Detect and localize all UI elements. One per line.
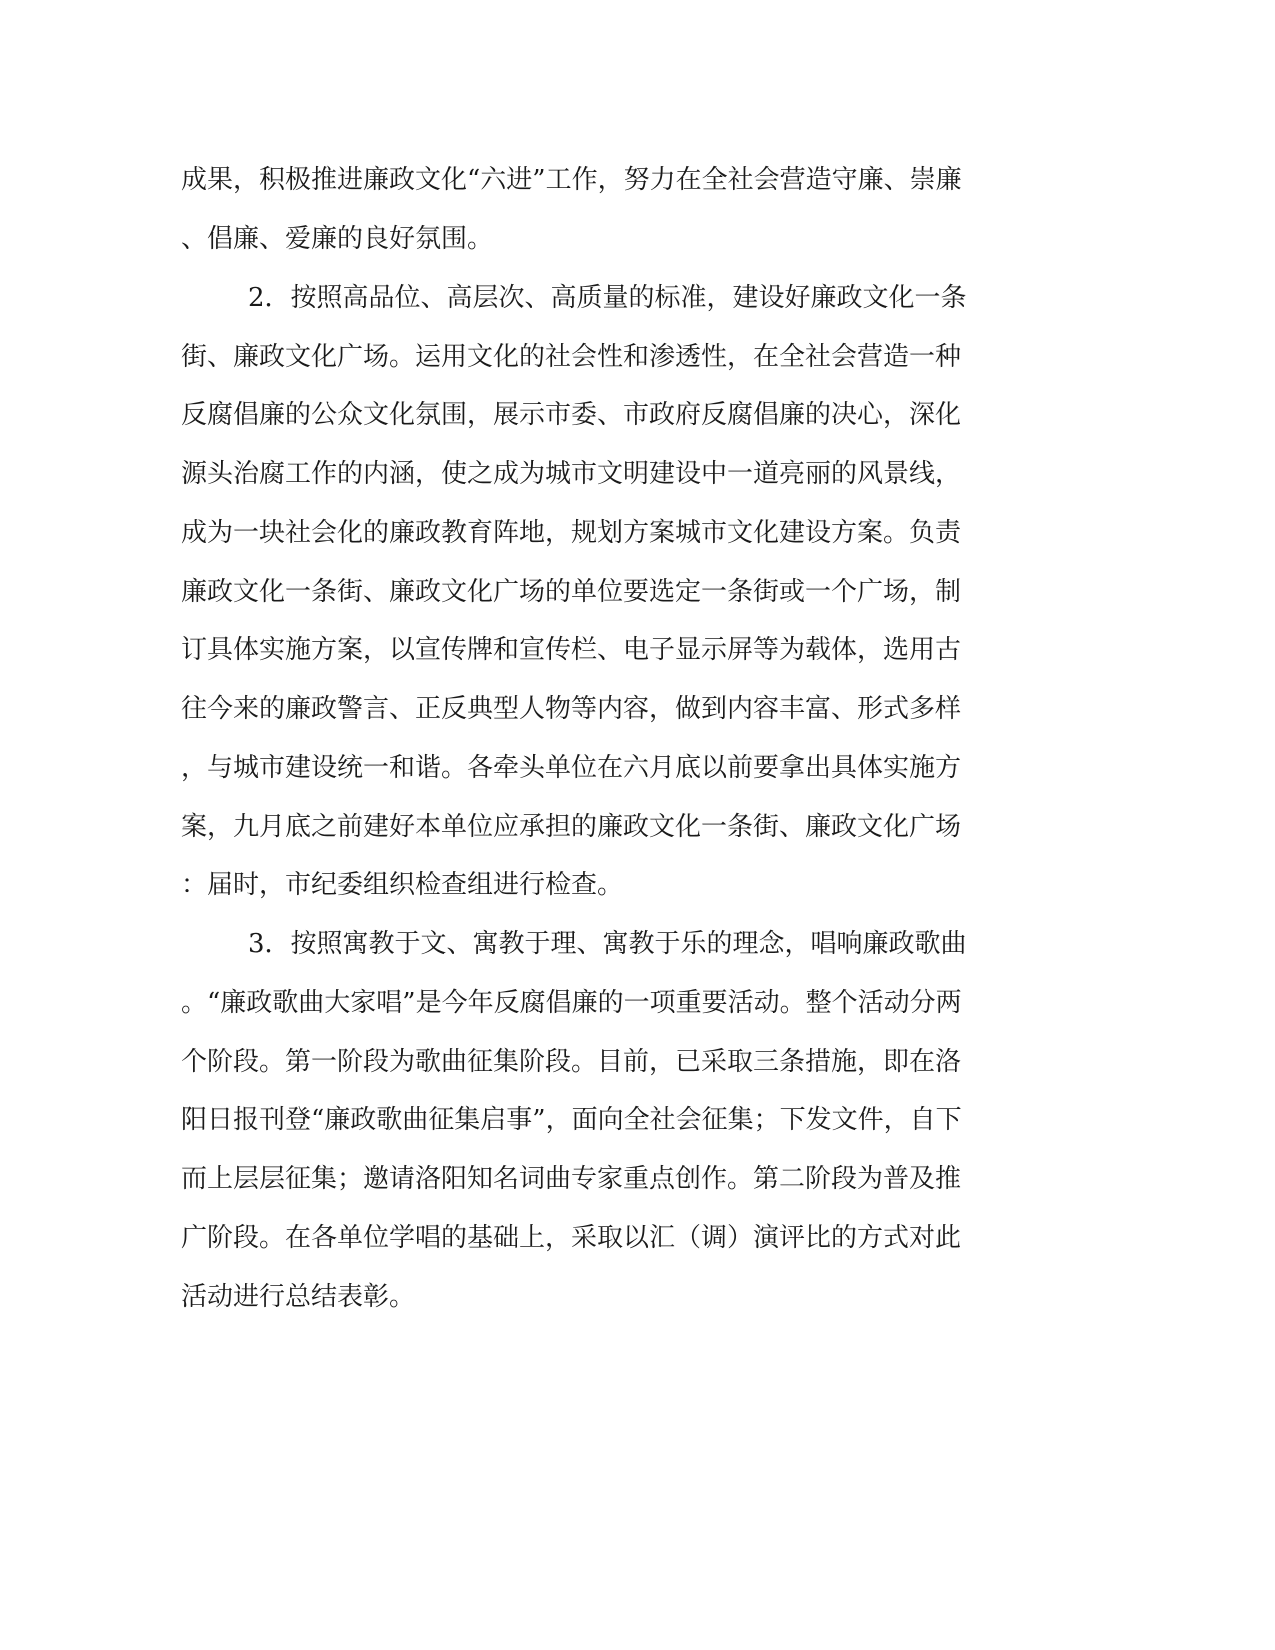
line-text: 阳日报刊登“廉政歌曲征集启事”，面向全社会征集；下发文件，自下: [181, 1105, 962, 1135]
line-text: 成果，积极推进廉政文化“六进”工作，努力在全社会营造守廉、崇廉: [181, 165, 962, 195]
text-line: [0, 278, 1275, 318]
line-text: ：届时，市纪委组织检查组进行检查。: [181, 870, 624, 900]
text-line: [0, 1100, 1275, 1140]
text-line: [0, 807, 1275, 847]
line-text: 往今来的廉政警言、正反典型人物等内容，做到内容丰富、形式多样: [181, 694, 962, 724]
line-text: 案，九月底之前建好本单位应承担的廉政文化一条街、廉政文化广场: [181, 812, 962, 842]
text-line: [0, 513, 1275, 553]
text-line: [0, 983, 1275, 1023]
line-text: 。“廉政歌曲大家唱”是今年反腐倡廉的一项重要活动。整个活动分两: [181, 988, 962, 1018]
text-line: [0, 748, 1275, 788]
text-line: [0, 689, 1275, 729]
text-line: [0, 1277, 1275, 1317]
text-line: [0, 219, 1275, 259]
text-line: [0, 337, 1275, 377]
line-text: 廉政文化一条街、廉政文化广场的单位要选定一条街或一个广场，制: [181, 577, 962, 607]
text-line: [0, 395, 1275, 435]
line-text: 而上层层征集；邀请洛阳知名词曲专家重点创作。第二阶段为普及推: [181, 1164, 962, 1194]
line-text: ，与城市建设统一和谐。各牵头单位在六月底以前要拿出具体实施方: [181, 753, 962, 783]
text-line: [0, 1159, 1275, 1199]
line-text: 活动进行总结表彰。: [181, 1282, 416, 1312]
line-text: 个阶段。第一阶段为歌曲征集阶段。目前，已采取三条措施，即在洛: [181, 1047, 962, 1077]
line-text: 广阶段。在各单位学唱的基础上，采取以汇（调）演评比的方式对此: [181, 1223, 962, 1253]
line-text: 反腐倡廉的公众文化氛围，展示市委、市政府反腐倡廉的决心，深化: [181, 400, 962, 430]
line-text: 3．按照寓教于文、寓教于理、寓教于乐的理念，唱响廉政歌曲: [248, 929, 967, 959]
line-text: 源头治腐工作的内涵，使之成为城市文明建设中一道亮丽的风景线，: [181, 459, 962, 489]
line-text: 、倡廉、爱廉的良好氛围。: [181, 224, 494, 254]
text-line: [0, 572, 1275, 612]
text-line: [0, 160, 1275, 200]
text-line: [0, 865, 1275, 905]
line-text: 街、廉政文化广场。运用文化的社会性和渗透性，在全社会营造一种: [181, 342, 962, 372]
text-line: [0, 1218, 1275, 1258]
text-line: [0, 630, 1275, 670]
text-line: [0, 924, 1275, 964]
line-text: 订具体实施方案，以宣传牌和宣传栏、电子显示屏等为载体，选用古: [181, 635, 962, 665]
line-text: 成为一块社会化的廉政教育阵地，规划方案城市文化建设方案。负责: [181, 518, 962, 548]
text-line: [0, 454, 1275, 494]
text-line: [0, 1042, 1275, 1082]
line-text: 2．按照高品位、高层次、高质量的标准，建设好廉政文化一条: [248, 283, 967, 313]
